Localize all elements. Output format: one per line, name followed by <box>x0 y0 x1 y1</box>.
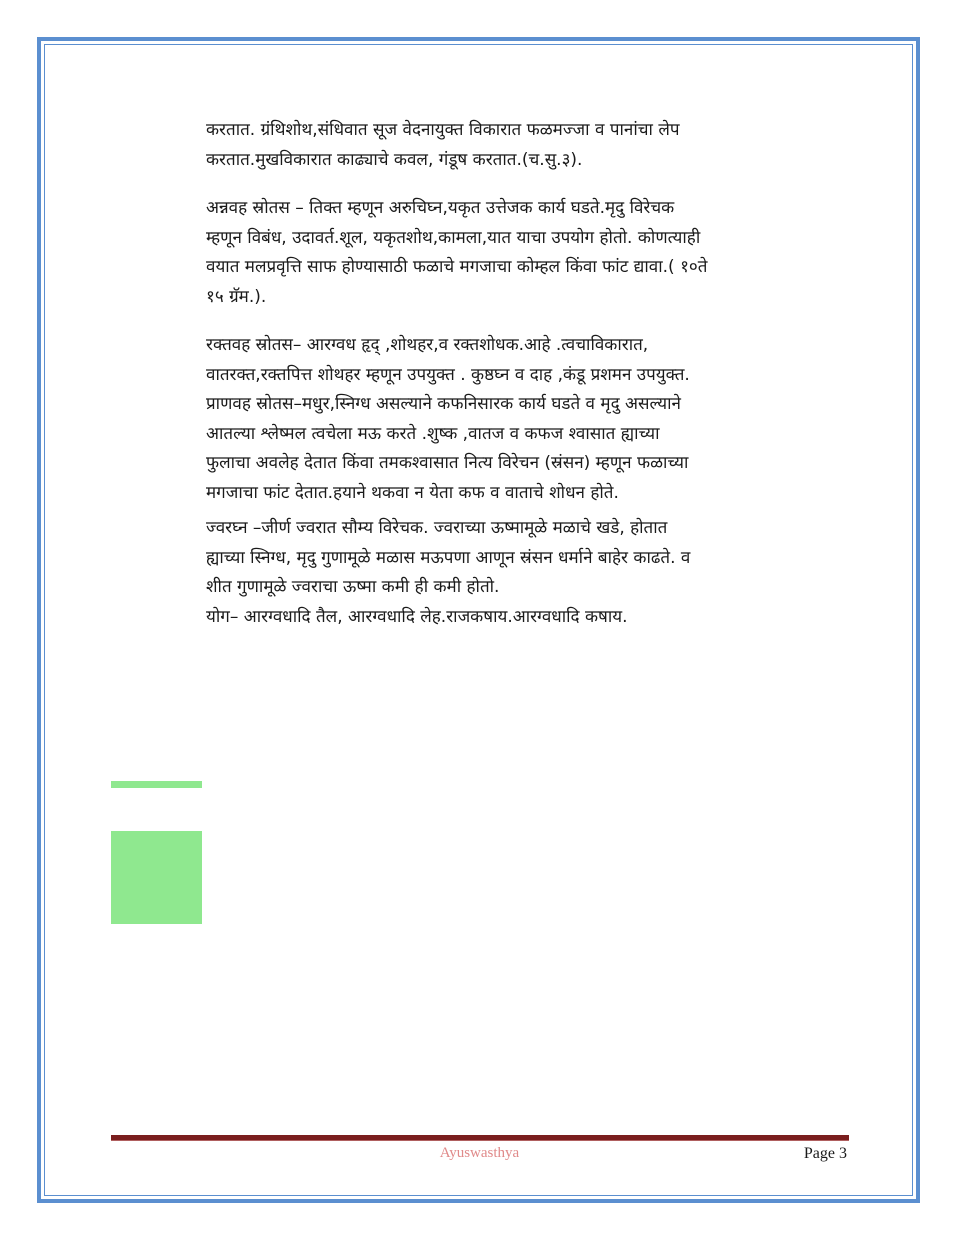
footer-rule <box>111 1135 849 1141</box>
paragraph-3-line-4: आतल्या श्लेष्मल त्वचेला मऊ करते .शुष्क ,वातज व कफज श्वासात ह्याच्या <box>206 423 660 444</box>
paragraph-3-line-3: प्राणवह स्रोतस–मधुर,स्निग्ध असल्याने कफनिसारक कार्य घडते व मृदु असल्याने <box>206 394 681 414</box>
paragraph-2-line-4: १५ ग्रॅम.). <box>206 286 267 307</box>
document-body <box>206 116 836 632</box>
paragraph-4-line-4: योग– आरग्वधादि तैल, आरग्वधादि लेह.राजकषाय.आरग्वधादि कषाय. <box>206 606 628 627</box>
paragraph-4-line-2: ह्याच्या स्निग्ध, मृदु गुणामूळे मळास मऊपणा आणून स्रंसन धर्माने बाहेर काढते. व <box>206 547 691 568</box>
page-number: Page 3 <box>803 1145 847 1162</box>
paragraph-3-line-5: फुलाचा अवलेह देतात किंवा तमकश्वासात नित्य विरेचन (स्रंसन) म्हणून फळाच्या <box>206 453 689 473</box>
footer-title: Ayuswasthya <box>439 1145 520 1161</box>
paragraph-3-line-1: रक्तवह स्रोतस– आरग्वध हृद् ,शोथहर,व रक्तशोधक.आहे .त्वचाविकारात, <box>206 335 649 355</box>
paragraph-3-line-2: वातरक्त,रक्तपित्त शोथहर म्हणून उपयुक्त . कुष्ठघ्न व दाह ,कंडू प्रशमन उपयुक्त. <box>206 364 690 385</box>
paragraph-2-line-2: म्हणून विबंध, उदावर्त.शूल, यकृतशोथ,कामला,यात याचा उपयोग होतो. कोणत्याही <box>206 227 701 248</box>
green-marker-block <box>111 831 202 924</box>
paragraph-2-line-3: वयात मलप्रवृत्ति साफ होण्यासाठी फळाचे मगजाचा कोम्हल किंवा फांट द्यावा.( १०ते <box>206 257 708 277</box>
paragraph-1-line-1: करतात. ग्रंथिशोथ,संधिवात सूज वेदनायुक्त विकारात फळमज्जा व पानांचा लेप <box>206 120 680 140</box>
paragraph-4-line-1: ज्वरघ्न –जीर्ण ज्वरात सौम्य विरेचक. ज्वराच्या ऊष्मामूळे मळाचे खडे, होतात <box>206 518 668 538</box>
paragraph-1-line-2: करतात.मुखविकारात काढ्याचे कवल, गंडूष करतात.(च.सु.३). <box>206 149 583 170</box>
paragraph-3-line-6: मगजाचा फांट देतात.हयाने थकवा न येता कफ व वाताचे शोधन होते. <box>206 482 619 503</box>
paragraph-4-line-3: शीत गुणामूळे ज्वराचा ऊष्मा कमी ही कमी होतो. <box>206 577 500 597</box>
paragraph-2-line-1: अन्नवह स्रोतस – तिक्त म्हणून अरुचिघ्न,यकृत उत्तेजक कार्य घडते.मृदु विरेचक <box>206 198 675 218</box>
green-marker-bar <box>111 781 202 788</box>
